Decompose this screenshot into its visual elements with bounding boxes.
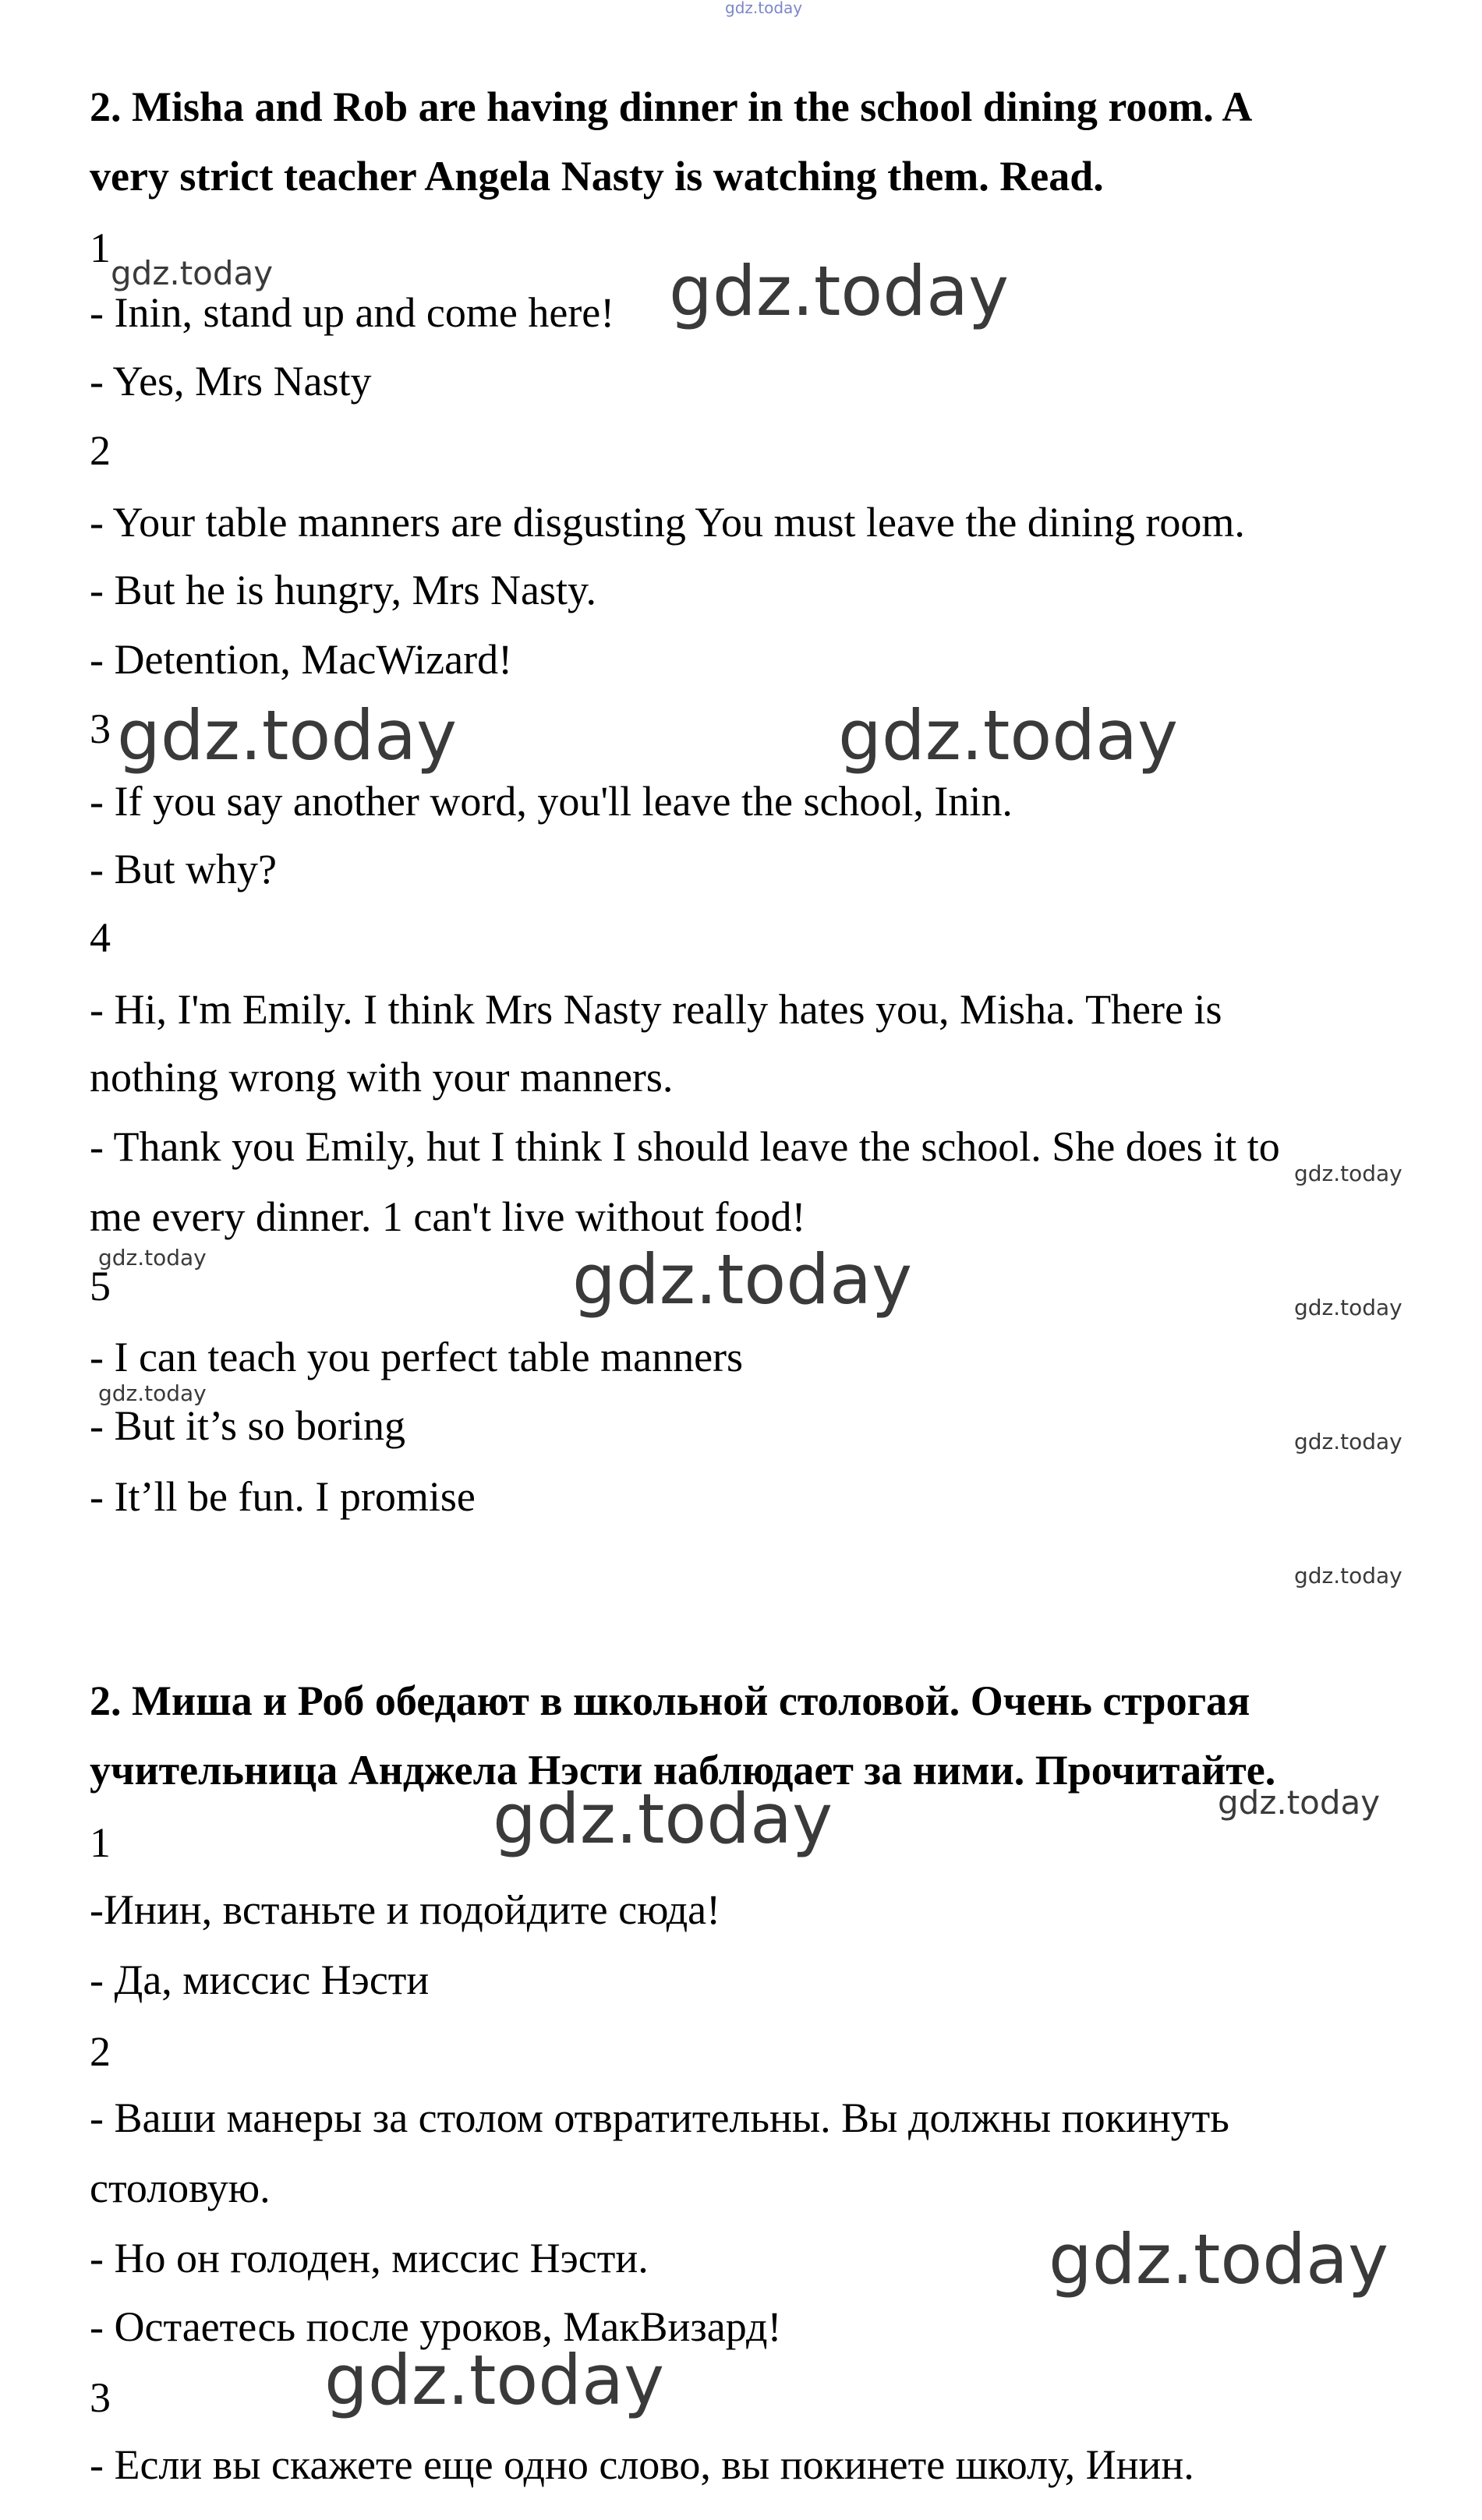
english-line: - I can teach you perfect table manners — [90, 1334, 744, 1380]
watermark: gdz.today — [1294, 1563, 1402, 1589]
english-section-number-3: 3 — [90, 705, 111, 752]
english-line: - If you say another word, you'll leave the school, Inin. — [90, 778, 1013, 825]
watermark: gdz.today — [1049, 2219, 1389, 2299]
watermark: gdz.today — [111, 254, 274, 292]
watermark: gdz.today — [838, 695, 1179, 776]
russian-line: столовую. — [90, 2165, 271, 2211]
watermark: gdz.today — [98, 1245, 207, 1271]
watermark: gdz.today — [324, 2340, 665, 2420]
russian-heading-line-2: учительница Анджела Нэсти наблюдает за ними. Прочитайте. — [90, 1747, 1276, 1794]
watermark: gdz.today — [1218, 1783, 1381, 1822]
english-line: - But it’s so boring — [90, 1402, 406, 1449]
watermark: gdz.today — [493, 1779, 833, 1859]
watermark: gdz.today — [117, 695, 458, 776]
watermark: gdz.today — [572, 1239, 913, 1320]
russian-section-number-1: 1 — [90, 1819, 111, 1866]
english-line: - Inin, stand up and come here! — [90, 289, 615, 336]
english-section-number-5: 5 — [90, 1263, 111, 1309]
russian-section-number-3: 3 — [90, 2374, 111, 2421]
russian-line: - Да, миссис Нэсти — [90, 1956, 430, 2003]
russian-line: - Остаетесь после уроков, МакВизард! — [90, 2303, 782, 2350]
english-line: me every dinner. 1 can't live without food! — [90, 1193, 806, 1240]
english-heading-line-2: very strict teacher Angela Nasty is watching them. Read. — [90, 153, 1104, 200]
russian-line: - Ваши манеры за столом отвратительны. Вы должны покинуть — [90, 2094, 1229, 2141]
english-line: - Your table manners are disgusting You must leave the dining room. — [90, 499, 1245, 546]
english-section-number-4: 4 — [90, 914, 111, 961]
watermark: gdz.today — [1294, 1429, 1402, 1454]
russian-heading-line-1: 2. Миша и Роб обедают в школьной столовой. Очень строгая — [90, 1677, 1250, 1724]
english-section-number-1: 1 — [90, 224, 111, 271]
english-line: - Yes, Mrs Nasty — [90, 358, 372, 405]
english-line: - It’ll be fun. I promise — [90, 1473, 476, 1520]
watermark: gdz.today — [1294, 1295, 1402, 1320]
english-section-number-2: 2 — [90, 427, 111, 474]
russian-section-number-2: 2 — [90, 2028, 111, 2075]
russian-line: -Инин, встаньте и подойдите сюда! — [90, 1886, 721, 1933]
russian-line: - Но он голоден, миссис Нэсти. — [90, 2235, 649, 2281]
watermark: gdz.today — [98, 1380, 207, 1406]
english-line: nothing wrong with your manners. — [90, 1054, 674, 1101]
russian-line: - Если вы скажете еще одно слово, вы покинете школу, Инин. — [90, 2441, 1194, 2488]
watermark-top: gdz.today — [725, 0, 803, 17]
watermark: gdz.today — [669, 251, 1010, 331]
english-line: - But why? — [90, 846, 277, 892]
watermark: gdz.today — [1294, 1161, 1402, 1186]
english-line: - But he is hungry, Mrs Nasty. — [90, 567, 596, 613]
english-line: - Hi, I'm Emily. I think Mrs Nasty really hates you, Misha. There is — [90, 986, 1222, 1033]
english-line: - Detention, MacWizard! — [90, 636, 513, 683]
english-heading-line-1: 2. Misha and Rob are having dinner in the school dining room. A — [90, 83, 1253, 130]
english-line: - Thank you Emily, hut I think I should leave the school. She does it to — [90, 1123, 1280, 1170]
